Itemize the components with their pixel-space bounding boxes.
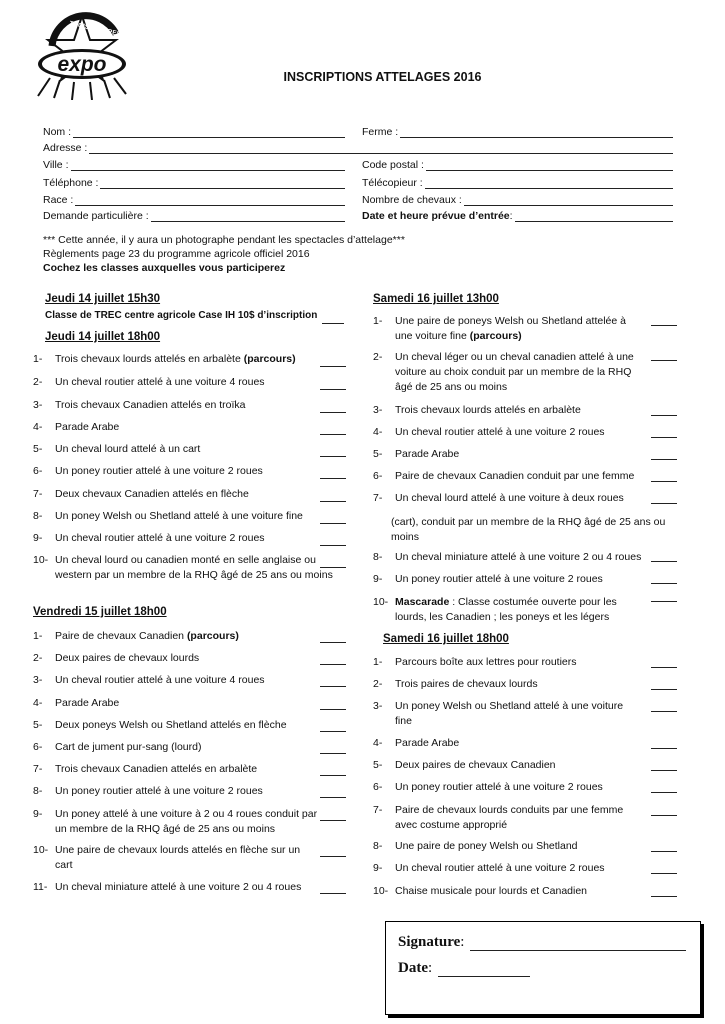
nombre-chevaux-label: Nombre de chevaux : bbox=[362, 194, 462, 206]
class-number: 9- bbox=[373, 862, 383, 874]
class-item bbox=[373, 655, 641, 670]
demande-field[interactable] bbox=[43, 208, 345, 222]
class-text: Paire de chevaux lourds conduits par une femme avec costume approprié bbox=[395, 804, 624, 831]
signature-label: Signature bbox=[398, 934, 461, 950]
class-item bbox=[33, 673, 319, 688]
class-item bbox=[373, 677, 641, 692]
checkbox-line[interactable] bbox=[320, 820, 346, 821]
class-item bbox=[33, 352, 333, 367]
section-title: Jeudi 14 juillet 18h00 bbox=[45, 331, 161, 343]
checkbox-line[interactable] bbox=[651, 748, 677, 749]
class-text: Un cheval miniature attelé à une voiture 2 ou 4 roues bbox=[55, 881, 302, 893]
class-number: 10- bbox=[33, 554, 49, 566]
date-label: Date bbox=[398, 960, 428, 976]
section-title: Vendredi 15 juillet 18h00 bbox=[33, 606, 167, 618]
class-number: 2- bbox=[373, 678, 383, 690]
class-number: 4- bbox=[33, 421, 43, 433]
class-item bbox=[373, 447, 649, 462]
demande-label: Demande particulière : bbox=[43, 210, 149, 222]
checkbox-line[interactable] bbox=[651, 360, 677, 361]
class-number: 8- bbox=[373, 551, 383, 563]
trec-subtitle: Classe de TREC centre agricole Case IH 10$ d’inscription bbox=[45, 310, 318, 321]
class-text: Un cheval lourd attelé à une voiture à deux roues bbox=[395, 492, 624, 504]
class-text: Trois paires de chevaux lourds bbox=[395, 678, 538, 690]
telecopieur-label: Télécopieur : bbox=[362, 177, 423, 189]
checkbox-line[interactable] bbox=[320, 731, 346, 732]
checkbox-line[interactable] bbox=[320, 686, 346, 687]
class-item bbox=[373, 803, 641, 833]
class-item bbox=[33, 531, 333, 546]
class-item bbox=[373, 839, 641, 854]
class-item bbox=[33, 375, 333, 390]
class-text: Un poney attelé à une voiture à 2 ou 4 roues conduit par un membre de la RHQ âgé de 25 ans ou moins bbox=[55, 808, 318, 835]
class-bold-lead: Mascarade bbox=[395, 596, 450, 608]
class-item bbox=[33, 880, 319, 895]
class-number: 4- bbox=[33, 697, 43, 709]
class-text: Un cheval routier attelé à une voiture 4 roues bbox=[55, 376, 265, 388]
class-item bbox=[373, 758, 641, 773]
class-item bbox=[33, 487, 333, 502]
logo-word: expo bbox=[57, 53, 107, 76]
checkbox-line[interactable] bbox=[651, 711, 677, 712]
class-item bbox=[373, 515, 673, 545]
class-number: 4- bbox=[373, 737, 383, 749]
class-item bbox=[373, 425, 649, 440]
class-number: 4- bbox=[373, 426, 383, 438]
class-number: 6- bbox=[33, 741, 43, 753]
class-text: Cart de jument pur-sang (lourd) bbox=[55, 741, 202, 753]
class-item bbox=[373, 884, 641, 899]
class-text: Trois chevaux lourds attelés en arbalète bbox=[395, 404, 581, 416]
class-number: 10- bbox=[33, 844, 49, 856]
reglements-note: Règlements page 23 du programme agricole officiel 2016 bbox=[43, 248, 310, 260]
signature-sep: : bbox=[460, 934, 465, 950]
class-number: 3- bbox=[33, 674, 43, 686]
date-heure-label: Date et heure prévue d’entrée bbox=[362, 210, 510, 222]
class-text: Un poney routier attelé à une voiture 2 roues bbox=[395, 573, 603, 585]
class-number: 5- bbox=[33, 719, 43, 731]
checkbox-line[interactable] bbox=[320, 753, 346, 754]
date-field[interactable] bbox=[398, 960, 530, 977]
race-field[interactable] bbox=[43, 192, 345, 206]
class-number: 6- bbox=[373, 470, 383, 482]
class-item bbox=[373, 314, 641, 344]
class-item bbox=[373, 699, 641, 729]
section-title: Samedi 16 juillet 18h00 bbox=[383, 633, 509, 645]
class-number: 6- bbox=[373, 781, 383, 793]
ferme-label: Ferme : bbox=[362, 126, 399, 138]
adresse-field[interactable] bbox=[43, 140, 673, 154]
code-postal-label: Code postal : bbox=[362, 159, 424, 171]
class-number: 7- bbox=[373, 804, 383, 816]
checkbox-line[interactable] bbox=[651, 770, 677, 771]
class-item bbox=[33, 420, 333, 435]
checkbox-line[interactable] bbox=[651, 815, 677, 816]
class-number bbox=[373, 515, 391, 545]
class-number: 9- bbox=[33, 808, 43, 820]
class-number: 7- bbox=[373, 492, 383, 504]
class-item bbox=[33, 442, 333, 457]
class-item bbox=[373, 350, 651, 395]
race-label: Race : bbox=[43, 194, 74, 206]
checkbox-line[interactable] bbox=[320, 775, 346, 776]
class-item bbox=[373, 550, 663, 565]
section-title: Jeudi 14 juillet 15h30 bbox=[45, 293, 161, 305]
checkbox-line[interactable] bbox=[651, 481, 677, 482]
checkbox-line[interactable] bbox=[320, 389, 346, 390]
adresse-label: Adresse : bbox=[43, 142, 88, 154]
checkbox-line[interactable] bbox=[320, 893, 346, 894]
expo-logo bbox=[30, 12, 134, 100]
class-text: Un cheval miniature attelé à une voiture 2 ou 4 roues bbox=[395, 551, 642, 563]
class-item bbox=[33, 629, 319, 644]
class-bold-note: (parcours) bbox=[243, 353, 296, 365]
class-number: 10- bbox=[373, 596, 389, 608]
checkbox-line[interactable] bbox=[320, 366, 346, 367]
cochez-note: Cochez les classes auxquelles vous participerez bbox=[43, 262, 286, 274]
class-text: Deux paires de chevaux lourds bbox=[55, 652, 200, 664]
class-item bbox=[373, 469, 649, 484]
class-number: 3- bbox=[33, 399, 43, 411]
code-postal-field[interactable] bbox=[362, 157, 673, 171]
class-number: 5- bbox=[373, 448, 383, 460]
class-item bbox=[373, 403, 649, 418]
class-item bbox=[33, 696, 319, 711]
checkbox-line[interactable] bbox=[320, 642, 346, 643]
class-number: 6- bbox=[33, 465, 43, 477]
checkbox-line[interactable] bbox=[651, 503, 677, 504]
class-item bbox=[33, 843, 319, 873]
date-sep: : bbox=[428, 960, 433, 976]
checkbox-line[interactable] bbox=[651, 583, 677, 584]
class-text: Parcours boîte aux lettres pour routiers bbox=[395, 656, 577, 668]
class-number: 9- bbox=[33, 532, 43, 544]
class-text: Chaise musicale pour lourds et Canadien bbox=[395, 885, 588, 897]
class-item bbox=[33, 509, 333, 524]
class-text: Une paire de poney Welsh ou Shetland bbox=[395, 840, 578, 852]
class-bold-note: (parcours) bbox=[469, 330, 522, 342]
class-text: Trois chevaux Canadien attelés en arbalète bbox=[55, 763, 258, 775]
class-text: Un cheval routier attelé à une voiture 2 roues bbox=[395, 862, 605, 874]
class-text: Un cheval routier attelé à une voiture 2 roues bbox=[55, 532, 265, 544]
class-bold-note: (parcours) bbox=[186, 630, 239, 642]
checkbox-line[interactable] bbox=[320, 797, 346, 798]
class-number: 8- bbox=[33, 785, 43, 797]
checkbox-line[interactable] bbox=[651, 689, 677, 690]
class-item bbox=[33, 718, 319, 733]
checkbox-line[interactable] bbox=[651, 325, 677, 326]
signature-field[interactable] bbox=[398, 934, 686, 951]
class-text: Un cheval routier attelé à une voiture 4 roues bbox=[55, 674, 265, 686]
logo-arc-text: TROIS-RIVIÈRES bbox=[68, 20, 122, 39]
class-item bbox=[373, 780, 641, 795]
checkbox-line[interactable] bbox=[320, 456, 346, 457]
checkbox-line[interactable] bbox=[320, 478, 346, 479]
checkbox-line[interactable] bbox=[320, 412, 346, 413]
signature-box bbox=[385, 921, 701, 1015]
class-number: 10- bbox=[373, 885, 389, 897]
class-item bbox=[33, 740, 319, 755]
class-text: Une paire de poneys Welsh ou Shetland attelée à une voiture fine (parcours) bbox=[395, 315, 626, 342]
class-number: 3- bbox=[373, 404, 383, 416]
date-heure-field[interactable] bbox=[362, 208, 673, 222]
checkbox-line[interactable] bbox=[320, 567, 346, 568]
checkbox-line[interactable] bbox=[651, 851, 677, 852]
class-item bbox=[373, 736, 641, 751]
class-number: 5- bbox=[373, 759, 383, 771]
class-number: 1- bbox=[373, 315, 383, 327]
ville-label: Ville : bbox=[43, 159, 69, 171]
checkbox-line[interactable] bbox=[651, 437, 677, 438]
class-item bbox=[33, 553, 333, 583]
checkbox-line[interactable] bbox=[320, 434, 346, 435]
class-number: 7- bbox=[33, 763, 43, 775]
checkbox-line[interactable] bbox=[651, 792, 677, 793]
class-item bbox=[33, 762, 319, 777]
checkbox-line[interactable] bbox=[651, 601, 677, 602]
class-text: Un poney routier attelé à une voiture 2 roues bbox=[55, 785, 263, 797]
class-number: 8- bbox=[33, 510, 43, 522]
section-title: Samedi 16 juillet 13h00 bbox=[373, 293, 499, 305]
class-text: Parade Arabe bbox=[395, 448, 460, 460]
checkbox-line[interactable] bbox=[320, 664, 346, 665]
nom-field[interactable] bbox=[43, 124, 345, 138]
class-text: Un poney routier attelé à une voiture 2 roues bbox=[395, 781, 603, 793]
class-text: Trois chevaux lourds attelés en arbalète (parcours) bbox=[55, 353, 296, 365]
class-text: Deux paires de chevaux Canadien bbox=[395, 759, 556, 771]
class-text: Un cheval lourd ou canadien monté en selle anglaise ou western par un membre de la RHQ âgé de 25 ans ou moins bbox=[55, 554, 333, 581]
class-item bbox=[373, 861, 641, 876]
class-number: 8- bbox=[373, 840, 383, 852]
class-text: Un cheval léger ou un cheval canadien attelé à une voiture au choix conduit par un membre de la RHQ âgé de 25 ans ou moins bbox=[395, 351, 634, 393]
class-number: 9- bbox=[373, 573, 383, 585]
class-number: 1- bbox=[33, 630, 43, 642]
class-number: 1- bbox=[373, 656, 383, 668]
class-text: Trois chevaux Canadien attelés en troïka bbox=[55, 399, 246, 411]
class-number: 3- bbox=[373, 700, 383, 712]
class-item bbox=[33, 464, 333, 479]
class-text: Parade Arabe bbox=[395, 737, 460, 749]
checkbox-line[interactable] bbox=[320, 709, 346, 710]
class-item bbox=[33, 398, 333, 413]
telephone-field[interactable] bbox=[43, 175, 345, 189]
nom-label: Nom : bbox=[43, 126, 72, 138]
class-text: Deux chevaux Canadien attelés en flèche bbox=[55, 488, 249, 500]
telephone-label: Téléphone : bbox=[43, 177, 99, 189]
class-text: Un poney Welsh ou Shetland attelé à une voiture fine bbox=[395, 700, 624, 727]
class-number: 1- bbox=[33, 353, 43, 365]
class-text: Un cheval routier attelé à une voiture 2 roues bbox=[395, 426, 605, 438]
checkbox-line[interactable] bbox=[651, 667, 677, 668]
checkbox-line[interactable] bbox=[322, 323, 344, 324]
class-number: 2- bbox=[373, 351, 383, 363]
nombre-chevaux-field[interactable] bbox=[362, 192, 673, 206]
class-text: Parade Arabe bbox=[55, 421, 120, 433]
class-item bbox=[33, 651, 319, 666]
class-number: 11- bbox=[33, 881, 48, 893]
class-item bbox=[373, 572, 649, 587]
class-text: Deux poneys Welsh ou Shetland attelés en flèche bbox=[55, 719, 287, 731]
checkbox-line[interactable] bbox=[651, 459, 677, 460]
class-text: Paire de chevaux Canadien (parcours) bbox=[55, 630, 239, 642]
checkbox-line[interactable] bbox=[651, 873, 677, 874]
page-title: INSCRIPTIONS ATTELAGES 2016 bbox=[283, 70, 482, 84]
class-item bbox=[33, 784, 319, 799]
class-number: 2- bbox=[33, 376, 43, 388]
photographe-note: *** Cette année, il y aura un photographe pendant les spectacles d’attelage*** bbox=[43, 234, 405, 246]
class-text: Paire de chevaux Canadien conduit par une femme bbox=[395, 470, 635, 482]
date-heure-colon: : bbox=[509, 210, 513, 222]
class-text: Une paire de chevaux lourds attelés en flèche sur un cart bbox=[55, 844, 301, 871]
ferme-field[interactable] bbox=[362, 124, 673, 138]
class-number: 7- bbox=[33, 488, 43, 500]
checkbox-line[interactable] bbox=[651, 561, 677, 562]
class-item bbox=[373, 595, 649, 625]
telecopieur-field[interactable] bbox=[362, 175, 673, 189]
class-number: 2- bbox=[33, 652, 43, 664]
class-text: Mascarade : Classe costumée ouverte pour les lourds, les Canadien ; les poneys et les légers bbox=[395, 596, 617, 623]
class-text: (cart), conduit par un membre de la RHQ âgé de 25 ans ou moins bbox=[391, 516, 666, 543]
class-text: Un cheval lourd attelé à un cart bbox=[55, 443, 201, 455]
class-item bbox=[373, 491, 649, 506]
checkbox-line[interactable] bbox=[651, 415, 677, 416]
class-text: Un poney Welsh ou Shetland attelé à une voiture fine bbox=[55, 510, 303, 522]
checkbox-line[interactable] bbox=[651, 896, 677, 897]
class-number: 5- bbox=[33, 443, 43, 455]
checkbox-line[interactable] bbox=[320, 501, 346, 502]
ville-field[interactable] bbox=[43, 157, 345, 171]
class-text: Parade Arabe bbox=[55, 697, 120, 709]
class-text: Un poney routier attelé à une voiture 2 roues bbox=[55, 465, 263, 477]
checkbox-line[interactable] bbox=[320, 545, 346, 546]
checkbox-line[interactable] bbox=[320, 856, 346, 857]
class-item bbox=[33, 807, 319, 837]
checkbox-line[interactable] bbox=[320, 523, 346, 524]
